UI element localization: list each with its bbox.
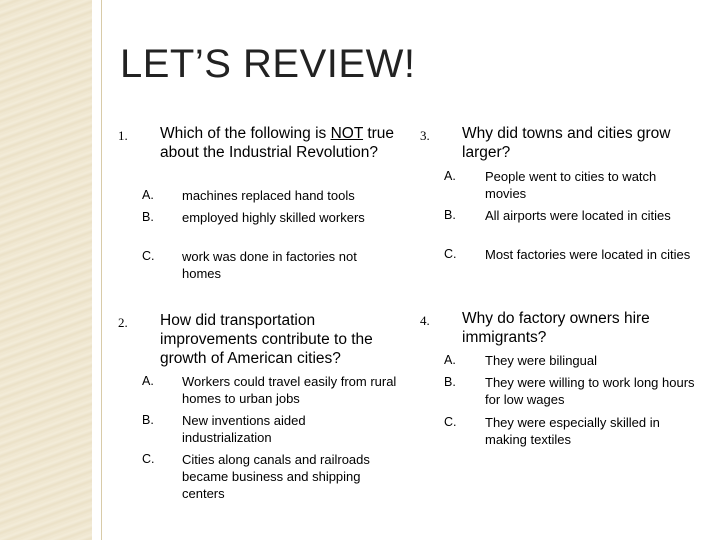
question-4-option-a: They were bilingual: [485, 353, 598, 368]
decorative-divider-line: [101, 0, 102, 540]
question-1-option-b-letter: B.: [142, 210, 154, 224]
question-3-number: 3.: [420, 128, 430, 143]
question-2-number: 2.: [118, 315, 128, 330]
question-1-text: [160, 124, 400, 162]
question-3-text: Why did towns and cities grow larger?: [462, 125, 671, 161]
question-1-option-a: machines replaced hand tools: [182, 188, 355, 203]
question-2-option-b: New inventions aided industrialization: [182, 413, 306, 445]
question-3-option-c: Most factories were located in cities: [485, 247, 691, 262]
question-1-option-c-letter: C.: [142, 249, 155, 263]
question-4-number: 4.: [420, 313, 430, 328]
question-2-option-b-letter: B.: [142, 413, 154, 427]
question-1-option-a-letter: A.: [142, 188, 154, 202]
question-1-emphasis: NOT: [330, 125, 364, 142]
question-4-option-b-letter: B.: [444, 375, 456, 389]
question-1-option-b: employed highly skilled workers: [182, 210, 365, 225]
question-1-text-after: true about the Industrial Revolution?: [160, 125, 395, 161]
slide-title: LET’S REVIEW!: [120, 42, 416, 86]
question-1-number: 1.: [118, 128, 128, 143]
question-1-text-before: Which of the following is: [160, 125, 331, 142]
question-4-option-b: They were willing to work long hours for low wages: [485, 375, 695, 407]
question-2-text: How did transportation improvements contribute to the growth of American cities?: [160, 312, 373, 367]
question-4-option-a-letter: A.: [444, 353, 456, 367]
question-2-option-a-letter: A.: [142, 374, 154, 388]
question-3-option-c-letter: C.: [444, 247, 457, 261]
question-3-option-a: People went to cities to watch movies: [485, 169, 657, 201]
question-1-option-c: work was done in factories not homes: [182, 249, 357, 281]
decorative-side-band: [0, 0, 92, 540]
question-2-option-a: Workers could travel easily from rural homes to urban jobs: [182, 374, 397, 406]
question-3-option-b-letter: B.: [444, 208, 456, 222]
question-3-option-b: All airports were located in cities: [485, 208, 671, 223]
question-4-option-c: They were especially skilled in making textiles: [485, 415, 660, 447]
question-3-option-a-letter: A.: [444, 169, 456, 183]
question-4-option-c-letter: C.: [444, 415, 457, 429]
question-2-option-c-letter: C.: [142, 452, 155, 466]
question-2-option-c: Cities along canals and railroads became business and shipping centers: [182, 452, 370, 501]
question-4-text: Why do factory owners hire immigrants?: [462, 310, 650, 346]
